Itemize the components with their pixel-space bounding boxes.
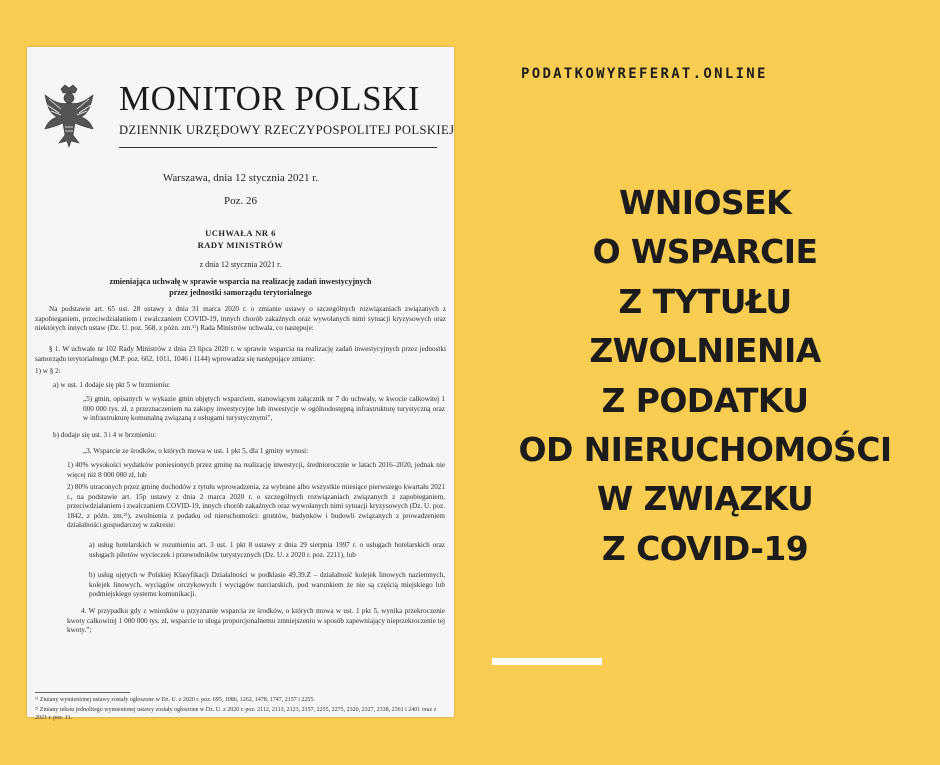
masthead — [27, 47, 454, 167]
resolution-issuer: RADY MINISTRÓW — [197, 240, 284, 250]
website-label: PODATKOWYREFERAT.ONLINE — [521, 66, 768, 82]
point-5-paragraph: „5) gmin, opisanych w wykazie gmin objętych wsparciem, stanowiącym załącznik nr 7 do uchwały, w kwocie całkowitej 1 000 000 tys. zł. z przeznaczeniem na zakupy inwestycyjne lub inwestycje w ogólnodostępną infrastrukturę turystyczną oraz w infrastrukturę komunalną związaną z usługami turystycznymi”, — [83, 395, 445, 423]
headline-line: ZWOLNIENIA — [589, 331, 821, 371]
accent-bar — [492, 658, 602, 665]
point-b-line: b) dodaje się ust. 3 i 4 w brzmieniu: — [53, 431, 157, 439]
resolution-date: z dnia 12 stycznia 2021 r. — [199, 260, 282, 269]
masthead-subtitle: DZIENNIK URZĘDOWY RZECZYPOSPOLITEJ POLSKIEJ — [119, 123, 455, 137]
headline-line: OD NIERUCHOMOŚCI — [518, 430, 892, 470]
place-date: Warszawa, dnia 12 stycznia 2021 r. — [162, 172, 319, 184]
polish-eagle-emblem-icon — [39, 83, 99, 151]
headline-line: O WSPARCIE — [592, 232, 818, 272]
ust-3-line: „3. Wsparcie ze środków, o których mowa w ust. 1 pkt 5, dla 1 gminy wynosi: — [83, 447, 309, 455]
headline-line: Z COVID-19 — [601, 528, 809, 568]
resolution-title: UCHWAŁA NR 6 — [205, 228, 276, 238]
headline-line: WNIOSEK — [618, 183, 792, 222]
resolution-subject-line1: zmieniająca uchwałę w sprawie wsparcia na realizację zadań inwestycyjnych — [109, 277, 372, 286]
footnote-rule — [35, 692, 130, 693]
section-1-paragraph: § 1. W uchwale nr 102 Rady Ministrów z dnia 23 lipca 2020 r. w sprawie wsparcia na realizację zadań inwestycyjnych przez jednostki samorządu terytorialnego (M.P. poz. 662, 1011, 1046 i 1144) wprowadza się następujące zmiany: — [35, 345, 446, 363]
point-1-line: 1) w § 2: — [35, 367, 61, 375]
preamble-paragraph: Na podstawie art. 65 ust. 28 ustawy z dnia 31 marca 2020 r. o zmianie ustawy o szczególnych rozwiązaniach związanych z zapobieganiem, przeciwdziałaniem i zwalczaniem COVID-19, innych chorób zakaźnych oraz wywołanych nimi sytuacji kryzysowych oraz niektórych innych ustaw (Dz. U. poz. 568, z późn. zm.¹⁾) Rada Ministrów uchwala, co następuje: — [35, 305, 446, 333]
ust-3-point-2: 2) 80% utraconych przez gminę dochodów z tytułu wprowadzenia, za wybrane albo wszystkie miesiące pierwszego kwartału 2021 r., na podstawie art. 15p ustawy z dnia 2 marca 2020 r. o szczególnych rozwiązaniach związanych z zapobieganiem, przeciwdziałaniem i zwalczaniem COVID-19, innych chorób zakaźnych oraz wywołanych nimi sytuacji kryzysowych (Dz. U. poz. 1842, z późn. zm.²⁾), zwolnienia z podatku od nieruchomości: gruntów, budynków i budowli związanych z prowadzeniem działalności gospodarczej w zakresie: — [67, 483, 445, 530]
ust-3-point-1: 1) 40% wysokości wydatków poniesionych przez gminę na realizację inwestycji, średniorocznie w latach 2016–2020, jednak nie więcej niż 8 000 000 zł, lub — [67, 461, 445, 479]
headline-line: W ZWIĄZKU — [596, 479, 814, 519]
masthead-rule — [119, 147, 437, 148]
point-a-line: a) w ust. 1 dodaje się pkt 5 w brzmieniu: — [53, 381, 170, 389]
headline — [480, 178, 930, 573]
position-number: Poz. 26 — [224, 195, 257, 207]
footnote-1: ¹⁾ Zmiany wymienionej ustawy zostały ogłoszone w Dz. U. z 2020 r. poz. 695, 1086, 1262, 1478, 1747, 2157 i 2255. — [35, 697, 315, 703]
footnote-2: ²⁾ Zmiany tekstu jednolitego wymienionej ustawy zostały ogłoszone w Dz. U. z 2020 r. poz. 2112, 2113, 2123, 2157, 2255, 2275, 2320, 2327, 2338, 2361 i 2401 oraz z 2021 r. poz. 11. — [35, 707, 437, 721]
masthead-title: MONITOR POLSKI — [119, 79, 420, 118]
monitor-polski-document — [27, 47, 455, 721]
ust-4-paragraph: 4. W przypadku gdy z wniosków o przyznanie wsparcia ze środków, o których mowa w ust. 1 pkt 5, wynika przekroczenie kwoty całkowitej 1 000 000 tys. zł, wsparcie to ulega proporcjonalnemu zmniejszeniu w sposób zapewniający nieprzekroczenie tej kwoty.”; — [67, 607, 445, 635]
resolution-subject-line2: przez jednostki samorządu terytorialnego — [169, 288, 312, 297]
headline-line: Z TYTUŁU — [618, 281, 792, 321]
headline-line: Z PODATKU — [601, 380, 809, 420]
ust-3-point-2a: a) usług hotelarskich w rozumieniu art. 3 ust. 1 pkt 8 ustawy z dnia 29 sierpnia 1997 r. o usługach hotelarskich oraz usługach pilotów wycieczek i przewodników turystycznych (Dz. U. z 2020 r. poz. 2211), lub — [89, 541, 445, 559]
ust-3-point-2b: b) usług ujętych w Polskiej Klasyfikacji Działalności w podklasie 49.39.Z – działalność kolejek linowych naziemnych, kolejek linowych, wyciągów orczykowych i wyciągów narciarskich, pod warunkiem że nie są częścią miejskiego lub podmiejskiego systemu komunikacji. — [89, 571, 445, 599]
